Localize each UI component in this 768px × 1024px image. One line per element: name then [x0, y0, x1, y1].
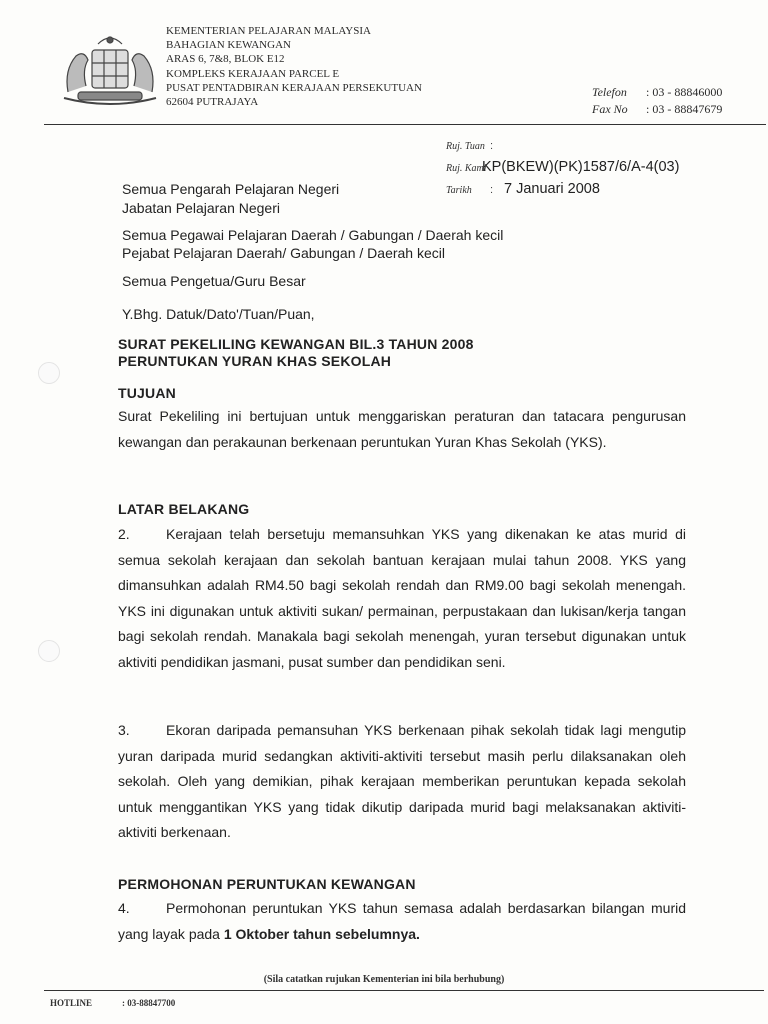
telefon-row: [592, 84, 722, 101]
paragraph-2: [118, 522, 686, 676]
paragraph-4-bold-text: 1 Oktober tahun sebelumnya.: [223, 925, 420, 942]
address-line-2: KOMPLEKS KERAJAAN PARCEL E: [166, 67, 340, 80]
footer-divider: [44, 990, 764, 991]
hotline-value: : 03-88847700: [122, 998, 176, 1008]
ministry-name: KEMENTERIAN PELAJARAN MALAYSIA: [166, 25, 371, 37]
reference-block: [446, 136, 679, 202]
paragraph-3-text: Ekoran daripada pemansuhan YKS berkenaan pihak sekolah tidak lagi mengutip yuran daripada murid sedangkan aktiviti-aktiviti tersebut masih perlu dilaksanakan oleh sekolah. Oleh yang demikian, pihak kerajaan memberikan peruntukan kepada sekolah untuk menggantikan YKS yang tidak dikutip daripada murid bagi melaksanakan aktiviti-aktiviti berkenaan.: [118, 722, 686, 841]
paragraph-3-number: 3.: [118, 722, 130, 738]
address-line-4: 62604 PUTRAJAYA: [166, 96, 259, 109]
punch-hole-mark: [38, 640, 60, 662]
ruj-kami-value: KP(BKEW)(PK)1587/6/A-4(03): [482, 159, 680, 175]
fax-value: : 03 - 88847679: [646, 102, 723, 116]
tujuan-paragraph: Surat Pekeliling ini bertujuan untuk menggariskan peraturan dan tatacara pengurusan kewangan dan perakaunan berkenaan peruntukan Yuran Khas Sekolah (YKS).: [118, 408, 686, 450]
contact-info: [592, 84, 722, 118]
latar-belakang-heading: LATAR BELAKANG: [118, 501, 250, 517]
recipient-line-2: Jabatan Pelajaran Negeri: [122, 200, 280, 216]
ruj-kami-row: [446, 158, 679, 180]
telefon-label: Telefon: [592, 85, 627, 99]
ruj-tuan-row: [446, 136, 679, 158]
fax-row: [592, 101, 722, 118]
circular-subtitle: PERUNTUKAN YURAN KHAS SEKOLAH: [118, 353, 392, 369]
paragraph-4: [118, 896, 686, 947]
ruj-kami-label: Ruj. Kami: [446, 163, 487, 174]
punch-hole-mark: [38, 362, 60, 384]
tarikh-label: Tarikh: [446, 185, 472, 196]
ruj-tuan-colon: :: [490, 140, 494, 152]
tarikh-row: [446, 180, 679, 202]
tarikh-colon: :: [490, 184, 494, 196]
telefon-value: : 03 - 88846000: [646, 85, 723, 99]
permohonan-heading: PERMOHONAN PERUNTUKAN KEWANGAN: [118, 876, 416, 892]
recipient-line-4: Pejabat Pelajaran Daerah/ Gabungan / Daerah kecil: [122, 245, 445, 261]
paragraph-4-text: Permohonan peruntukan YKS tahun semasa adalah berdasarkan bilangan murid yang layak pada: [118, 900, 686, 942]
malaysia-coat-of-arms-icon: [58, 30, 162, 112]
paragraph-2-text: Kerajaan telah bersetuju memansuhkan YKS yang dikenakan ke atas murid di semua sekolah kerajaan dan sekolah bantuan kerajaan mulai tahun 2008. YKS yang dimansuhkan adalah RM4.50 bagi sekolah rendah dan RM9.00 bagi sekolah menengah. YKS ini digunakan untuk aktiviti sukan/ permainan, perpustakaan dan lukisan/kerja tangan bagi sekolah rendah. Manakala bagi sekolah menengah, yuran tersebut digunakan untuk aktiviti pendidikan jasmani, pusat sumber dan pendidikan seni.: [118, 526, 686, 670]
recipient-line-5: Semua Pengetua/Guru Besar: [122, 273, 306, 289]
division-name: BAHAGIAN KEWANGAN: [166, 39, 291, 52]
paragraph-3: [118, 718, 686, 846]
footer-note: (Sila catatkan rujukan Kementerian ini bila berhubung): [263, 974, 505, 985]
recipient-line-1: Semua Pengarah Pelajaran Negeri: [122, 181, 340, 197]
address-line-1: ARAS 6, 7&8, BLOK E12: [166, 53, 285, 66]
salutation: Y.Bhg. Datuk/Dato'/Tuan/Puan,: [122, 306, 315, 322]
ruj-tuan-label: Ruj. Tuan: [446, 141, 485, 152]
tujuan-heading: TUJUAN: [118, 385, 176, 401]
paragraph-2-number: 2.: [118, 526, 130, 542]
address-line-3: PUSAT PENTADBIRAN KERAJAAN PERSEKUTUAN: [166, 81, 422, 94]
recipient-line-3: Semua Pegawai Pelajaran Daerah / Gabungan / Daerah kecil: [122, 227, 504, 243]
ministry-address: [166, 24, 422, 109]
fax-label: Fax No: [592, 102, 628, 116]
hotline-label: HOTLINE: [50, 998, 93, 1008]
header-divider: [44, 124, 766, 125]
paragraph-4-number: 4.: [118, 900, 130, 916]
tarikh-value: 7 Januari 2008: [504, 181, 600, 197]
hotline-row: [50, 998, 175, 1008]
circular-title: SURAT PEKELILING KEWANGAN BIL.3 TAHUN 2008: [118, 336, 474, 352]
